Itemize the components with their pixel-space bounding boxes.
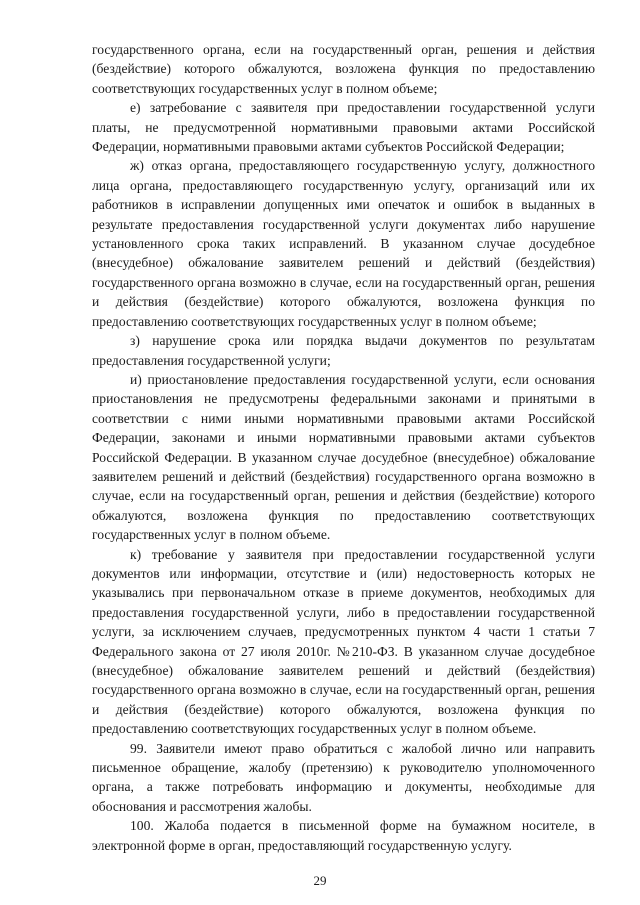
paragraph-99: 99. Заявители имеют право обратиться с жалобой лично или направить письменное обращение, жалобу (претензию) к руководителю уполномоченного органа, а также потребовать информацию и документы, необходимые для обоснования и рассмотрения жалобы. [92, 740, 595, 814]
paragraph-item-i: и) приостановление предоставления государственной услуги, если основания приостановления не предусмотрены федеральными законами и принятыми в соответствии с ними иными нормативными правовыми актами Российской Федерации, законами и иными нормативными правовыми актами субъектов Российской Федерации. В указанном случае досудебное (внесудебное) обжалование заявителем решений и действий (бездействия) государственного органа возможно в случае, если на государственный орган, решения и действия (бездействие) которого обжалуются, возложена функция по предоставлению соответствующих государственных услуг в полном объеме. [92, 371, 595, 543]
paragraph-100: 100. Жалоба подается в письменной форме на бумажном носителе, в электронной форме в орган, предоставляющий государственную услугу. [92, 818, 595, 853]
paragraph-continuation: государственного органа, если на государственный орган, решения и действия (бездействие) которого обжалуются, возложена функция по предоставлению соответствующих государственных услуг в полном объеме; [92, 42, 595, 96]
paragraph-item-e: е) затребование с заявителя при предоставлении государственной услуги платы, не предусмотренной нормативными правовыми актами Российской Федерации, нормативными правовыми актами субъектов Российской Федерации; [92, 100, 595, 155]
paragraph-item-zh: ж) отказ органа, предоставляющего государственную услугу, должностного лица органа, предоставляющего государственную услугу, организаций или их работников в исправлении допущенных ими опечаток и ошибок в выданных в результате предоставления государственной услуги документах либо нарушение установленного срока таких исправлений. В указанном случае досудебное (внесудебное) обжалование заявителем решений и действий (бездействия) государственного органа возможно в случае, если на государственный орган, решения и действия (бездействие) которого обжалуются, возложена функция по предоставлению соответствующих государственных услуг в полном объеме; [92, 158, 595, 329]
paragraph-item-k: к) требование у заявителя при предоставлении государственной услуги документов или информации, отсутствие и (или) недостоверность которых не указывались при первоначальном отказе в приеме документов, необходимых для предоставления государственной услуги, либо в предоставлении государственной услуги, за исключением случаев, предусмотренных пунктом 4 части 1 статьи 7 Федерального закона от 27 июля 2010г. №210-ФЗ. В указанном случае досудебное (внесудебное) обжалование заявителем решений и действий (бездействия) государственного органа возможно в случае, если на государственный орган, решения и действия (бездействие) которого обжалуются, возложена функция по предоставлению соответствующих государственных услуг в полном объеме. [92, 546, 595, 737]
document-body [92, 40, 595, 855]
paragraph-item-z: з) нарушение срока или порядка выдачи документов по результатам предоставления государственной услуги; [92, 333, 595, 368]
page-number: 29 [313, 873, 327, 888]
